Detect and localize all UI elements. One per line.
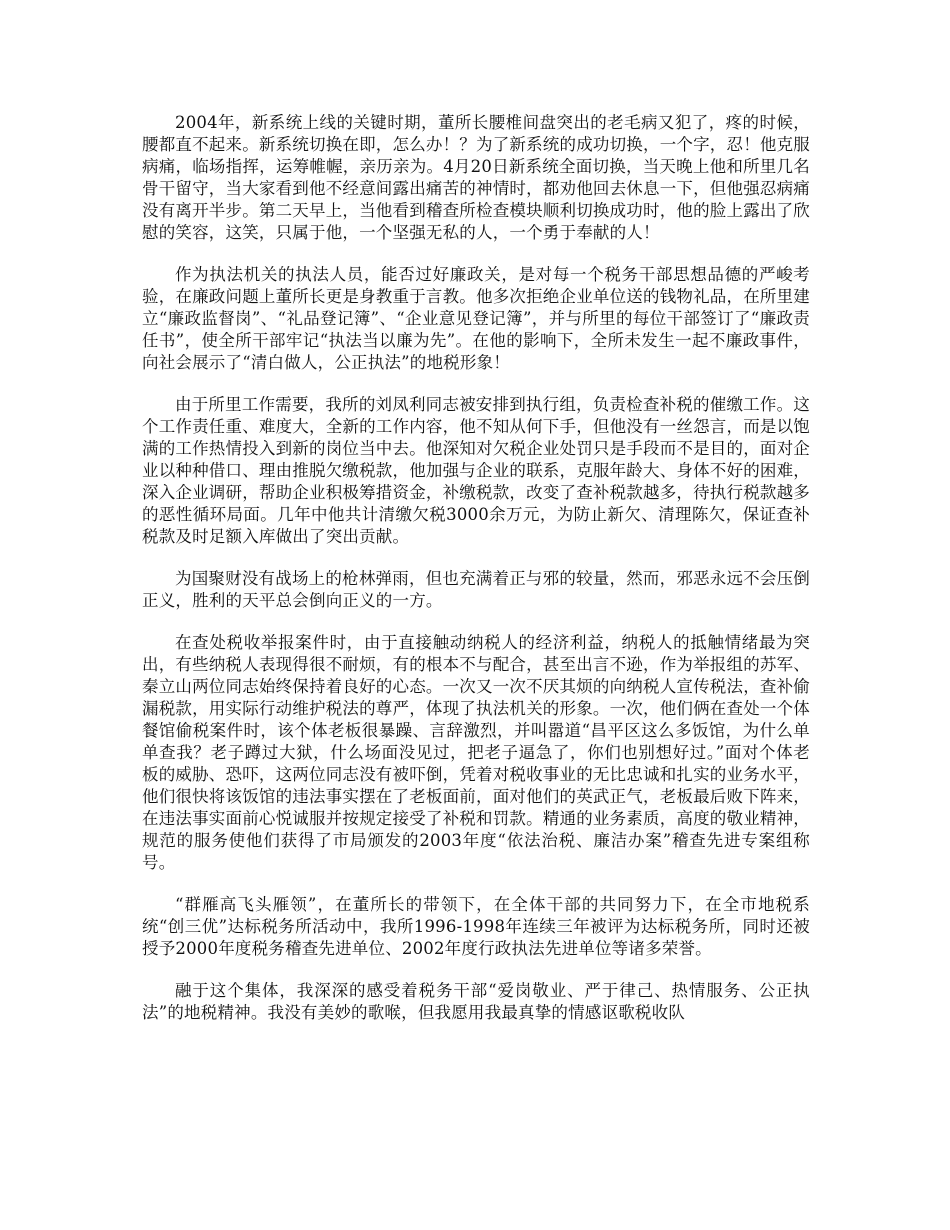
paragraph-honors: “群雁高飞头雁领”，在董所长的带领下，在全体干部的共同努力下，在全市地税系统“创三优”达标税务所活动中，我所1996-1998年连续三年被评为达标税务所，同时还被授予2000年度税务稽查先进单位、2002年度行政执法先进单位等诸多荣誉。	[142, 895, 810, 958]
paragraph-integrity: 作为执法机关的执法人员，能否过好廉政关，是对每一个税务干部思想品德的严峻考验，在廉政问题上董所长更是身教重于言教。他多次拒绝企业单位送的钱物礼品，在所里建立“廉政监督岗”、“礼品登记簿”、“企业意见登记簿”，并与所里的每位干部签订了“廉政责任书”，使全所干部牢记“执法当以廉为先”。在他的影响下，全所未发生一起不廉政事件，向社会展示了“清白做人，公正执法”的地税形象！	[142, 265, 810, 372]
paragraph-justice: 为国聚财没有战场上的枪林弹雨，但也充满着正与邪的较量，然而，邪恶永远不会压倒正义，胜利的天平总会倒向正义的一方。	[142, 569, 810, 610]
document-body	[142, 112, 810, 1044]
paragraph-report-cases: 在查处税收举报案件时，由于直接触动纳税人的经济利益，纳税人的抵触情绪最为突出，有些纳税人表现得很不耐烦，有的根本不与配合，甚至出言不逊，作为举报组的苏军、秦立山两位同志始终保持着良好的心态。一次又一次不厌其烦的向纳税人宣传税法，查补偷漏税款，用实际行动维护税法的尊严，体现了执法机关的形象。一次，他们俩在查处一个体餐馆偷税案件时，该个体老板很暴躁、言辞激烈，并叫嚣道“昌平区这么多饭馆，为什么单单查我？老子蹲过大狱，什么场面没见过，把老子逼急了，你们也别想好过。”面对个体老板的威胁、恐吓，这两位同志没有被吓倒，凭着对税收事业的无比忠诚和扎实的业务水平，他们很快将该饭馆的违法事实摆在了老板面前，面对他们的英武正气，老板最后败下阵来，在违法事实面前心悦诚服并按规定接受了补税和罚款。精通的业务素质，高度的敬业精神，规范的服务使他们获得了市局颁发的2003年度“依法治税、廉洁办案”稽查先进专案组称号。	[142, 633, 810, 872]
paragraph-tax-collection: 由于所里工作需要，我所的刘凤利同志被安排到执行组，负责检查补税的催缴工作。这个工作责任重、难度大，全新的工作内容，他不知从何下手，但他没有一丝怨言，而是以饱满的工作热情投入到新的岗位当中去。他深知对欠税企业处罚只是手段而不是目的，面对企业以种种借口、理由推脱欠缴税款，他加强与企业的联系，克服年龄大、身体不好的困难，深入企业调研，帮助企业积极筹措资金，补缴税款，改变了查补税款越多，待执行税款越多的恶性循环局面。几年中他共计清缴欠税3000余万元，为防止新欠、清理陈欠，保证查补税款及时足额入库做出了突出贡献。	[142, 395, 810, 546]
paragraph-system-switchover: 2004年，新系统上线的关键时期，董所长腰椎间盘突出的老毛病又犯了，疼的时候，腰都直不起来。新系统切换在即，怎么办！？为了新系统的成功切换，一个字，忍！他克服病痛，临场指挥，运筹帷幄，亲历亲为。4月20日新系统全面切换，当天晚上他和所里几名骨干留守，当大家看到他不经意间露出痛苦的神情时，都劝他回去休息一下，但他强忍病痛没有离开半步。第二天早上，当他看到稽查所检查模块顺利切换成功时，他的脸上露出了欣慰的笑容，这笑，只属于他，一个坚强无私的人，一个勇于奉献的人！	[142, 113, 810, 242]
paragraph-closing: 融于这个集体，我深深的感受着税务干部“爱岗敬业、严于律己、热情服务、公正执法”的地税精神。我没有美妙的歌喉，但我愿用我最真挚的情感讴歌税收队	[142, 981, 810, 1022]
